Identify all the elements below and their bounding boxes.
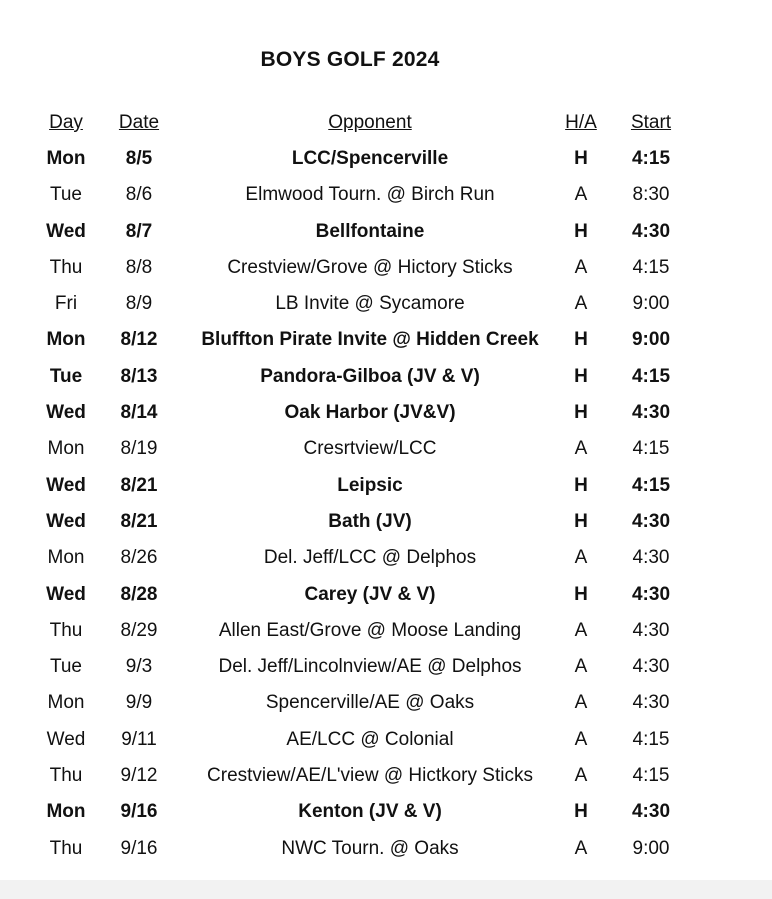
cell-day: Wed [46, 728, 86, 750]
cell-date: 9/12 [120, 765, 158, 787]
cell-home-away: H [574, 402, 588, 424]
table-row [30, 286, 710, 322]
cell-day: Mon [47, 438, 85, 460]
cell-date: 8/9 [125, 293, 153, 315]
cell-day: Fri [54, 293, 78, 315]
cell-date: 8/13 [120, 365, 158, 387]
header-home-away: H/A [565, 112, 597, 133]
cell-date: 8/29 [120, 619, 158, 641]
cell-home-away: A [574, 619, 588, 641]
cell-date: 9/16 [120, 837, 158, 859]
table-row [30, 322, 710, 358]
schedule-table [30, 105, 710, 867]
cell-opponent: LCC/Spencerville [291, 148, 449, 169]
cell-date: 8/28 [120, 583, 158, 605]
table-row [30, 722, 710, 758]
cell-day: Wed [46, 220, 86, 242]
cell-day: Wed [46, 510, 86, 532]
cell-home-away: H [574, 329, 588, 351]
cell-day: Wed [46, 474, 86, 496]
cell-start: 4:30 [632, 656, 670, 678]
cell-start: 4:30 [632, 619, 670, 641]
cell-day: Thu [49, 765, 83, 787]
cell-home-away: A [574, 692, 588, 714]
table-row [30, 504, 710, 540]
cell-day: Mon [47, 692, 85, 714]
cell-home-away: A [574, 656, 588, 678]
cell-start: 4:30 [631, 801, 671, 823]
cell-home-away: H [574, 148, 588, 169]
cell-day: Mon [47, 547, 85, 569]
cell-day: Wed [46, 583, 86, 605]
cell-home-away: A [574, 293, 588, 315]
cell-day: Mon [46, 148, 86, 169]
cell-opponent: Crestview/AE/L'view @ Hictkory Sticks [207, 765, 533, 787]
cell-opponent: Del. Jeff/LCC @ Delphos [263, 547, 477, 569]
cell-date: 8/7 [125, 220, 153, 242]
cell-opponent: Allen East/Grove @ Moose Landing [218, 619, 522, 641]
header-start: Start [630, 112, 672, 133]
table-row [30, 540, 710, 576]
table-row [30, 685, 710, 721]
cell-start: 4:15 [632, 728, 670, 750]
cell-opponent: Cresrtview/LCC [303, 438, 437, 460]
cell-start: 9:00 [632, 837, 670, 859]
cell-start: 4:30 [631, 583, 671, 605]
cell-opponent: Pandora-Gilboa (JV & V) [260, 365, 480, 387]
cell-start: 9:00 [631, 329, 671, 351]
cell-home-away: H [574, 801, 588, 823]
cell-day: Tue [49, 365, 83, 387]
cell-opponent: Bluffton Pirate Invite @ Hidden Creek [201, 329, 539, 351]
cell-start: 4:30 [631, 510, 671, 532]
table-row [30, 214, 710, 250]
table-row [30, 395, 710, 431]
cell-day: Thu [49, 837, 83, 859]
cell-home-away: H [574, 220, 588, 242]
cell-date: 8/5 [125, 148, 153, 169]
header-opponent: Opponent [328, 112, 412, 133]
cell-day: Wed [46, 402, 86, 424]
cell-home-away: A [574, 728, 588, 750]
table-row [30, 758, 710, 794]
cell-date: 8/12 [120, 329, 158, 351]
cell-date: 8/19 [120, 438, 158, 460]
cell-home-away: H [574, 365, 588, 387]
cell-home-away: A [574, 184, 588, 206]
page-bottom-edge [0, 880, 772, 899]
cell-date: 8/6 [125, 184, 153, 206]
cell-date: 8/8 [125, 256, 153, 278]
table-row [30, 577, 710, 613]
cell-start: 4:15 [632, 438, 670, 460]
cell-opponent: AE/LCC @ Colonial [286, 728, 454, 750]
cell-opponent: Bellfontaine [315, 220, 425, 242]
cell-opponent: Elmwood Tourn. @ Birch Run [245, 184, 495, 206]
table-header-row [30, 105, 710, 141]
cell-opponent: Crestview/Grove @ Hictory Sticks [227, 256, 513, 278]
cell-day: Thu [49, 256, 83, 278]
table-row [30, 831, 710, 867]
cell-opponent: Spencerville/AE @ Oaks [265, 692, 475, 714]
cell-date: 8/26 [120, 547, 158, 569]
cell-day: Mon [46, 801, 86, 823]
cell-date: 9/9 [125, 692, 153, 714]
cell-home-away: H [574, 510, 588, 532]
cell-start: 4:30 [632, 547, 670, 569]
table-row [30, 250, 710, 286]
cell-opponent: Oak Harbor (JV&V) [284, 402, 456, 424]
table-row [30, 141, 710, 177]
cell-start: 4:15 [632, 256, 670, 278]
cell-start: 4:15 [631, 148, 671, 169]
cell-start: 4:15 [632, 765, 670, 787]
cell-start: 4:15 [631, 365, 671, 387]
cell-home-away: A [574, 837, 588, 859]
cell-home-away: A [574, 438, 588, 460]
table-row [30, 794, 710, 830]
header-date: Date [118, 112, 160, 133]
table-row [30, 359, 710, 395]
cell-home-away: H [574, 474, 588, 496]
page-title: BOYS GOLF 2024 [260, 48, 440, 71]
cell-date: 9/11 [121, 728, 157, 750]
cell-start: 8:30 [632, 184, 670, 206]
cell-date: 8/21 [120, 474, 158, 496]
cell-day: Tue [49, 184, 83, 206]
cell-start: 9:00 [632, 293, 670, 315]
table-row [30, 177, 710, 213]
cell-opponent: Kenton (JV & V) [298, 801, 442, 823]
cell-home-away: H [574, 583, 588, 605]
cell-home-away: A [574, 256, 588, 278]
table-row [30, 649, 710, 685]
cell-day: Mon [46, 329, 86, 351]
cell-opponent: Leipsic [337, 474, 403, 496]
cell-home-away: A [574, 765, 588, 787]
table-row [30, 613, 710, 649]
table-row [30, 468, 710, 504]
cell-date: 8/14 [120, 402, 158, 424]
cell-opponent: NWC Tourn. @ Oaks [281, 837, 459, 859]
cell-opponent: Carey (JV & V) [304, 583, 436, 605]
cell-opponent: Del. Jeff/Lincolnview/AE @ Delphos [218, 656, 522, 678]
cell-opponent: Bath (JV) [328, 510, 412, 532]
cell-start: 4:30 [632, 692, 670, 714]
cell-start: 4:15 [631, 474, 671, 496]
cell-start: 4:30 [631, 220, 671, 242]
cell-opponent: LB Invite @ Sycamore [275, 293, 465, 315]
table-row [30, 431, 710, 467]
cell-home-away: A [574, 547, 588, 569]
cell-date: 9/16 [120, 801, 158, 823]
schedule-rows [30, 141, 710, 867]
cell-date: 8/21 [120, 510, 158, 532]
cell-start: 4:30 [631, 402, 671, 424]
header-day: Day [49, 112, 83, 133]
cell-day: Tue [49, 656, 83, 678]
cell-day: Thu [49, 619, 83, 641]
cell-date: 9/3 [125, 656, 153, 678]
